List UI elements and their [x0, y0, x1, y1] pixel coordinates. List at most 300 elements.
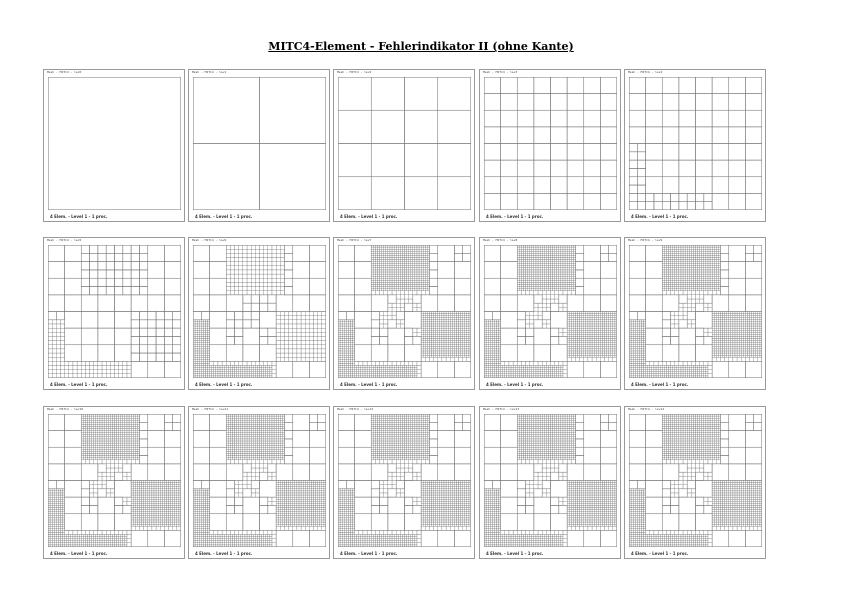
- mesh-element: [60, 345, 64, 349]
- mesh-element: [340, 349, 342, 351]
- mesh-element: [573, 257, 575, 259]
- mesh-element: [386, 372, 388, 374]
- mesh-element: [226, 366, 228, 368]
- mesh-element: [573, 251, 575, 253]
- mesh-element: [425, 266, 427, 268]
- mesh-element: [590, 351, 592, 353]
- mesh-element: [534, 307, 538, 311]
- mesh-element: [396, 368, 398, 370]
- mesh-element: [526, 374, 528, 376]
- mesh-element: [536, 278, 538, 280]
- mesh-element: [594, 347, 596, 349]
- mesh-element: [557, 274, 559, 276]
- mesh-element: [578, 339, 580, 341]
- mesh-element: [60, 361, 64, 365]
- mesh-element: [375, 255, 377, 257]
- mesh-element: [664, 264, 666, 266]
- mesh-element: [555, 368, 557, 370]
- mesh-element: [369, 374, 371, 376]
- mesh-element: [488, 328, 490, 330]
- mesh-element: [461, 343, 463, 345]
- mesh-element: [65, 328, 82, 345]
- mesh-element: [609, 341, 611, 343]
- mesh-element: [446, 347, 448, 349]
- mesh-element: [284, 332, 288, 336]
- mesh-element: [467, 351, 469, 353]
- mesh-element: [409, 253, 411, 255]
- mesh-element: [392, 280, 394, 282]
- mesh-element: [56, 361, 60, 365]
- mesh-element: [342, 320, 344, 322]
- mesh-element: [444, 355, 446, 357]
- mesh-element: [243, 278, 247, 282]
- mesh-element: [293, 262, 310, 279]
- mesh-element: [536, 372, 538, 374]
- mesh-element: [380, 316, 384, 320]
- mesh-element: [239, 262, 243, 266]
- mesh-element: [691, 247, 693, 249]
- mesh-element: [208, 332, 210, 334]
- mesh-element: [65, 345, 82, 362]
- mesh-element: [353, 336, 355, 338]
- mesh-element: [607, 316, 609, 318]
- mesh-element: [528, 272, 530, 274]
- mesh-element: [509, 366, 511, 368]
- mesh-element: [243, 345, 260, 362]
- mesh-element: [532, 268, 534, 270]
- mesh-element: [52, 357, 56, 361]
- mesh-element: [596, 357, 600, 361]
- mesh-element: [255, 270, 259, 274]
- mesh-element: [348, 349, 350, 351]
- mesh-element: [448, 341, 450, 343]
- mesh-element: [555, 266, 557, 268]
- mesh-element: [348, 353, 350, 355]
- mesh-element: [421, 322, 423, 324]
- mesh-element: [396, 264, 398, 266]
- mesh-element: [411, 374, 413, 376]
- mesh-element: [243, 287, 247, 291]
- mesh-element: [208, 326, 210, 328]
- mesh-element: [499, 361, 501, 363]
- mesh-element: [346, 343, 348, 345]
- mesh-element: [367, 368, 369, 370]
- mesh-element: [526, 255, 528, 257]
- mesh-element: [436, 320, 438, 322]
- mesh-element: [534, 287, 536, 289]
- mesh-element: [405, 266, 407, 268]
- mesh-element: [284, 336, 288, 340]
- mesh-element: [390, 274, 392, 276]
- mesh-element: [544, 278, 546, 280]
- mesh-element: [425, 282, 427, 284]
- mesh-element: [346, 345, 348, 347]
- mesh-element: [386, 374, 388, 376]
- mesh-element: [536, 280, 538, 282]
- mesh-element: [164, 336, 172, 344]
- mesh-element: [384, 361, 388, 365]
- mesh-element: [465, 334, 467, 336]
- mesh-element: [392, 268, 394, 270]
- mesh-element: [662, 144, 679, 161]
- mesh-element: [693, 270, 695, 272]
- mesh-element: [268, 328, 276, 336]
- mesh-element: [459, 316, 461, 318]
- mesh-element: [578, 328, 580, 330]
- mesh-element: [409, 291, 413, 295]
- mesh-element: [284, 324, 288, 328]
- mesh-element: [521, 276, 523, 278]
- mesh-element: [571, 284, 573, 286]
- mesh-element: [488, 347, 490, 349]
- mesh-element: [346, 361, 348, 363]
- mesh-element: [409, 270, 411, 272]
- mesh-element: [400, 247, 402, 249]
- mesh-element: [700, 253, 702, 255]
- mesh-element: [386, 270, 388, 272]
- mesh-element: [693, 255, 695, 257]
- mesh-element: [609, 312, 611, 314]
- mesh-element: [340, 351, 342, 353]
- mesh-element: [365, 374, 367, 376]
- mesh-element: [696, 202, 704, 210]
- mesh-element: [452, 353, 454, 355]
- mesh-element: [544, 289, 546, 291]
- mesh-element: [398, 372, 400, 374]
- mesh-element: [569, 355, 571, 357]
- mesh-element: [519, 251, 521, 253]
- mesh-element: [538, 289, 540, 291]
- mesh-element: [534, 295, 542, 303]
- mesh-element: [526, 366, 528, 368]
- mesh-element: [561, 266, 563, 268]
- mesh-element: [602, 341, 604, 343]
- mesh-element: [427, 336, 429, 338]
- mesh-element: [526, 247, 528, 249]
- mesh-element: [683, 251, 685, 253]
- mesh-element: [398, 274, 400, 276]
- mesh-element: [390, 255, 392, 257]
- mesh-element: [208, 353, 210, 355]
- mesh-element: [348, 347, 350, 349]
- mesh-element: [492, 372, 494, 374]
- mesh-element: [573, 264, 575, 266]
- mesh-element: [429, 316, 431, 318]
- mesh-element: [544, 270, 546, 272]
- mesh-element: [208, 372, 210, 374]
- mesh-element: [700, 247, 702, 249]
- mesh-element: [342, 353, 344, 355]
- mesh-element: [48, 349, 52, 353]
- mesh-element: [561, 249, 563, 251]
- mesh-element: [402, 274, 404, 276]
- mesh-element: [542, 247, 544, 249]
- mesh-element: [450, 336, 452, 338]
- mesh-element: [396, 289, 398, 291]
- mesh-element: [90, 253, 98, 261]
- mesh-element: [590, 353, 592, 355]
- mesh-element: [201, 334, 203, 336]
- mesh-element: [369, 368, 371, 370]
- mesh-element: [388, 247, 390, 249]
- mesh-element: [492, 334, 494, 336]
- mesh-element: [348, 372, 350, 374]
- mesh-element: [530, 264, 532, 266]
- mesh-element: [501, 366, 503, 368]
- mesh-element: [427, 316, 429, 318]
- mesh-element: [247, 372, 249, 374]
- mesh-element: [557, 370, 559, 372]
- mesh-element: [442, 345, 444, 347]
- mesh-element: [463, 312, 465, 314]
- mesh-element: [409, 266, 411, 268]
- mesh-element: [507, 374, 509, 376]
- mesh-element: [318, 316, 322, 320]
- mesh-element: [425, 357, 429, 361]
- mesh-element: [255, 274, 259, 278]
- mesh-element: [444, 353, 446, 355]
- mesh-element: [679, 110, 696, 127]
- mesh-element: [195, 345, 197, 347]
- mesh-element: [461, 320, 463, 322]
- mesh-element: [398, 251, 400, 253]
- mesh-element: [613, 322, 615, 324]
- mesh-element: [542, 287, 544, 289]
- mesh-element: [241, 368, 243, 370]
- mesh-element: [386, 257, 388, 259]
- mesh-element: [131, 353, 139, 361]
- mesh-element: [255, 372, 257, 374]
- mesh-element: [538, 316, 542, 320]
- mesh-element: [523, 374, 525, 376]
- mesh-element: [557, 284, 559, 286]
- mesh-element: [526, 270, 528, 272]
- mesh-element: [382, 270, 384, 272]
- mesh-element: [230, 266, 234, 270]
- mesh-element: [691, 253, 693, 255]
- mesh-element: [382, 287, 384, 289]
- mesh-element: [671, 274, 673, 276]
- mesh-element: [380, 370, 382, 372]
- mesh-element: [571, 278, 573, 280]
- mesh-element: [444, 320, 446, 322]
- mesh-element: [232, 372, 234, 374]
- mesh-element: [521, 257, 523, 259]
- mesh-element: [342, 345, 344, 347]
- mesh-plot: [484, 77, 617, 210]
- mesh-element: [706, 247, 708, 249]
- mesh-element: [208, 345, 210, 347]
- mesh-element: [534, 249, 536, 251]
- mesh-element: [528, 289, 530, 291]
- mesh-element: [214, 366, 216, 368]
- mesh-element: [575, 270, 583, 278]
- mesh-element: [499, 355, 501, 357]
- mesh-element: [459, 343, 461, 345]
- mesh-element: [442, 355, 444, 357]
- mesh-element: [210, 328, 227, 345]
- mesh-element: [681, 260, 683, 262]
- mesh-element: [668, 249, 670, 251]
- mesh-element: [413, 303, 417, 307]
- mesh-element: [251, 291, 255, 295]
- mesh-element: [73, 361, 77, 365]
- mesh-element: [220, 372, 222, 374]
- mesh-element: [195, 351, 197, 353]
- mesh-element: [353, 361, 355, 363]
- mesh-element: [542, 270, 544, 272]
- mesh-element: [243, 372, 245, 374]
- mesh-element: [444, 318, 446, 320]
- mesh-element: [588, 343, 590, 345]
- mesh-element: [486, 357, 488, 359]
- mesh-element: [394, 278, 396, 280]
- mesh-element: [197, 339, 199, 341]
- mesh-element: [586, 328, 588, 330]
- mesh-element: [496, 334, 498, 336]
- mesh-element: [594, 345, 596, 347]
- mesh-element: [400, 291, 404, 295]
- mesh-element: [276, 320, 280, 324]
- mesh-element: [609, 347, 611, 349]
- mesh-element: [419, 253, 421, 255]
- mesh-element: [318, 328, 322, 332]
- mesh-element: [429, 341, 431, 343]
- mesh-element: [571, 272, 573, 274]
- mesh-element: [501, 177, 518, 194]
- mesh-element: [255, 368, 257, 370]
- mesh-element: [567, 351, 569, 353]
- mesh-element: [289, 312, 293, 316]
- mesh-element: [490, 366, 492, 368]
- mesh-element: [251, 270, 255, 274]
- mesh-element: [243, 361, 247, 365]
- mesh-element: [596, 320, 598, 322]
- mesh-element: [115, 262, 123, 270]
- mesh-element: [592, 328, 594, 330]
- mesh-element: [247, 278, 251, 282]
- mesh-element: [348, 366, 350, 368]
- mesh-element: [350, 326, 352, 328]
- mesh-element: [423, 278, 425, 280]
- mesh-element: [413, 255, 415, 257]
- mesh-element: [546, 249, 548, 251]
- mesh-element: [590, 326, 592, 328]
- mesh-element: [586, 345, 588, 347]
- mesh-element: [708, 255, 710, 257]
- mesh-element: [407, 249, 409, 251]
- mesh-element: [596, 318, 598, 320]
- mesh-element: [594, 339, 596, 341]
- mesh-element: [402, 257, 404, 259]
- mesh-element: [687, 274, 689, 276]
- mesh-element: [456, 332, 458, 334]
- mesh-element: [390, 278, 392, 280]
- mesh-element: [293, 312, 297, 316]
- mesh-element: [580, 341, 582, 343]
- mesh-element: [573, 312, 575, 314]
- mesh-element: [305, 312, 309, 316]
- mesh-panel: [188, 237, 330, 390]
- mesh-element: [582, 339, 584, 341]
- mesh-element: [392, 303, 396, 307]
- mesh-element: [436, 351, 438, 353]
- mesh-element: [573, 270, 575, 272]
- mesh-element: [380, 328, 388, 336]
- mesh-element: [662, 77, 679, 94]
- mesh-element: [671, 251, 673, 253]
- mesh-element: [48, 245, 65, 262]
- mesh-element: [421, 270, 423, 272]
- mesh-element: [546, 361, 550, 365]
- mesh-element: [513, 372, 515, 374]
- mesh-element: [551, 284, 553, 286]
- mesh-element: [201, 368, 203, 370]
- mesh-element: [220, 368, 222, 370]
- mesh-element: [501, 295, 518, 312]
- mesh-element: [425, 249, 427, 251]
- mesh-element: [448, 353, 450, 355]
- mesh-element: [228, 368, 230, 370]
- mesh-element: [668, 253, 670, 255]
- mesh-element: [289, 316, 293, 320]
- mesh-element: [571, 270, 573, 272]
- mesh-element: [454, 347, 456, 349]
- mesh-element: [450, 355, 452, 357]
- mesh-element: [548, 272, 550, 274]
- mesh-element: [592, 357, 596, 361]
- mesh-element: [377, 270, 379, 272]
- mesh-element: [81, 245, 89, 253]
- mesh-element: [284, 328, 288, 332]
- mesh-element: [515, 370, 517, 372]
- mesh-element: [553, 372, 555, 374]
- mesh-element: [289, 324, 293, 328]
- mesh-element: [521, 266, 523, 268]
- mesh-element: [679, 262, 681, 264]
- mesh-element: [421, 268, 423, 270]
- mesh-element: [255, 249, 259, 253]
- mesh-element: [563, 361, 567, 365]
- mesh-element: [405, 368, 407, 370]
- mesh-element: [425, 320, 427, 322]
- mesh-element: [573, 266, 575, 268]
- mesh-element: [413, 272, 415, 274]
- mesh-element: [600, 110, 617, 127]
- mesh-element: [247, 262, 251, 266]
- mesh-element: [438, 347, 440, 349]
- mesh-element: [507, 368, 509, 370]
- mesh-element: [563, 249, 565, 251]
- mesh-element: [195, 332, 197, 334]
- mesh-element: [208, 374, 210, 376]
- mesh-element: [540, 287, 542, 289]
- mesh-element: [201, 363, 203, 365]
- mesh-element: [208, 357, 210, 359]
- mesh-element: [419, 266, 421, 268]
- mesh-element: [702, 257, 704, 259]
- mesh-element: [681, 257, 683, 259]
- mesh-element: [348, 368, 350, 370]
- mesh-element: [691, 270, 693, 272]
- mesh-element: [280, 262, 284, 266]
- mesh-element: [609, 355, 611, 357]
- mesh-element: [419, 247, 421, 249]
- mesh-element: [679, 77, 696, 94]
- mesh-element: [745, 177, 762, 194]
- mesh-element: [429, 245, 437, 253]
- mesh-element: [465, 316, 467, 318]
